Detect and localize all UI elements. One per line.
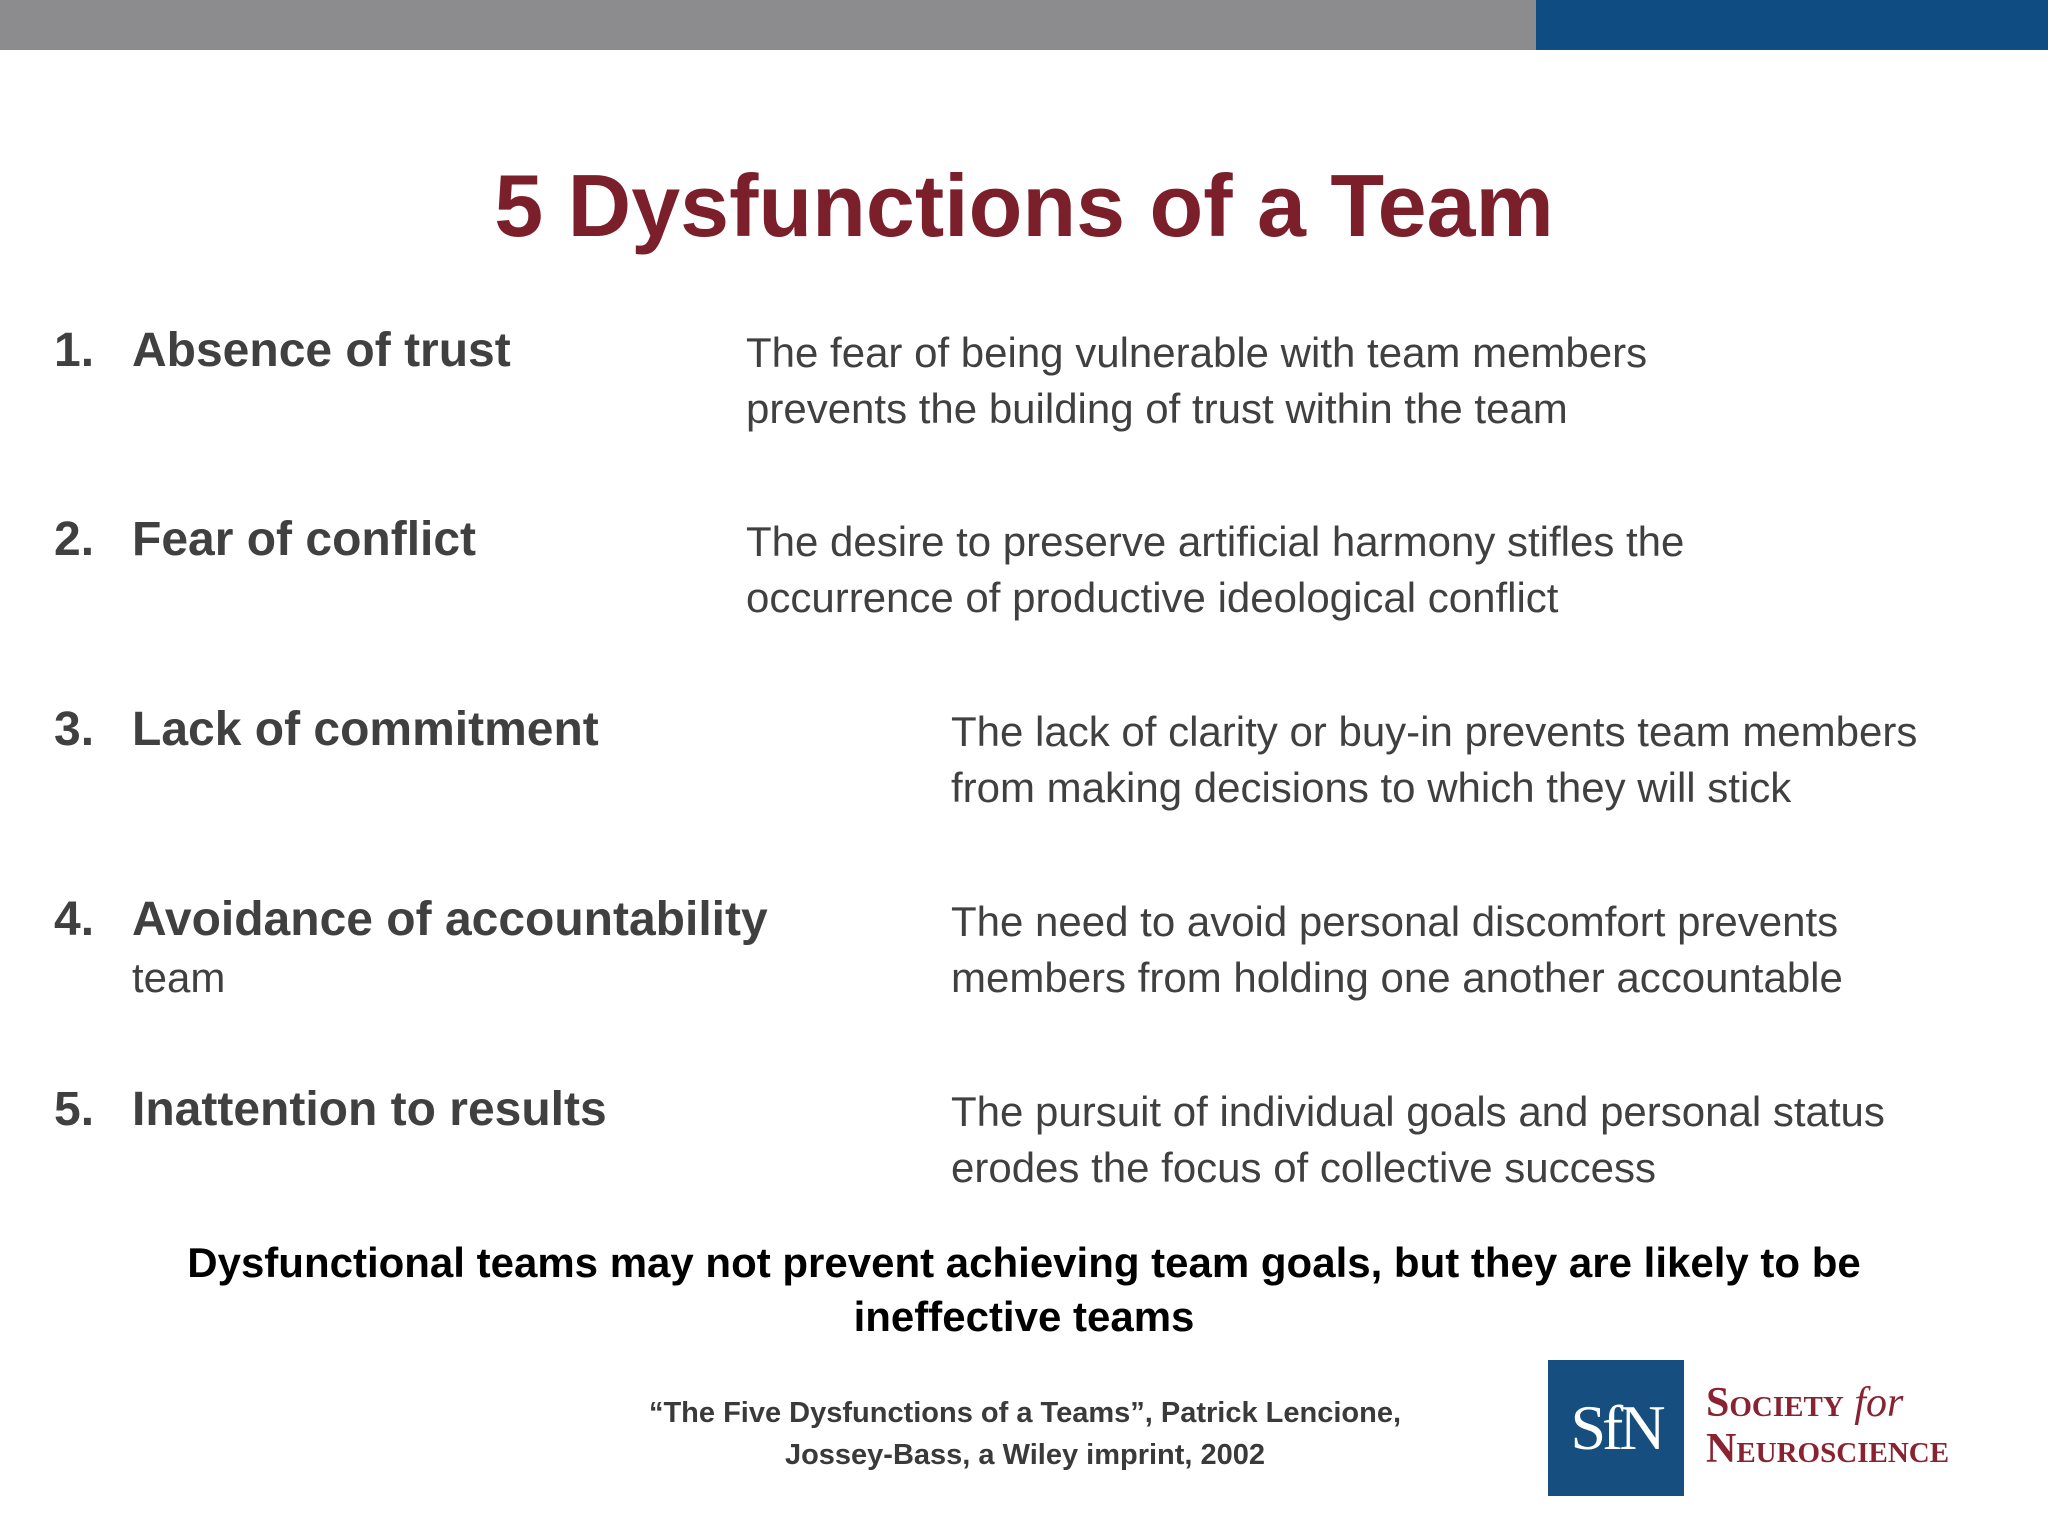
logo-mark [1548, 1360, 1684, 1496]
citation [560, 1392, 1490, 1476]
item-description-line: The lack of clarity or buy-in prevents team members [951, 708, 1918, 755]
item-label: Fear of conflict [132, 513, 477, 566]
citation-line: Jossey-Bass, a Wiley imprint, 2002 [784, 1439, 1266, 1471]
header-bar-blue [1536, 0, 2048, 50]
item-description-line: The pursuit of individual goals and personal status [951, 1088, 1885, 1135]
item-label: Avoidance of accountability [132, 893, 768, 946]
item-description-line: prevents the building of trust within the team [746, 385, 1568, 432]
logo-line-2: Neuroscience [1706, 1426, 1950, 1472]
item-number: 3. [54, 703, 95, 756]
slide-title: 5 Dysfunctions of a Team [494, 156, 1554, 255]
item-label: Absence of trust [132, 324, 511, 377]
item-number: 4. [54, 893, 95, 946]
conclusion [0, 1236, 2048, 1344]
sfn-logo [1548, 1360, 2008, 1496]
logo-mark-text: SfN [1570, 1392, 1662, 1463]
item-number: 5. [54, 1083, 95, 1136]
item-sublabel: team [132, 954, 226, 1001]
item-label: Inattention to results [132, 1083, 607, 1136]
item-description-line: erodes the focus of collective success [951, 1144, 1657, 1191]
item-description-line: from making decisions to which they will stick [951, 764, 1792, 811]
header-bar-gray [0, 0, 1536, 50]
item-label: Lack of commitment [132, 703, 599, 756]
logo-society: Society [1706, 1380, 1844, 1426]
item-description-line: occurrence of productive ideological conflict [746, 574, 1559, 621]
conclusion-line: ineffective teams [853, 1293, 1195, 1340]
citation-line: “The Five Dysfunctions of a Teams”, Patrick Lencione, [648, 1397, 1402, 1429]
item-number: 1. [54, 324, 95, 377]
logo-for: for [1854, 1380, 1904, 1426]
item-description-line: The need to avoid personal discomfort prevents [951, 898, 1839, 945]
item-description-line: The desire to preserve artificial harmony stifles the [746, 518, 1685, 565]
item-description-line: members from holding one another accountable [951, 954, 1843, 1001]
logo-line-1 [1706, 1380, 1903, 1426]
item-number: 2. [54, 513, 95, 566]
conclusion-line: Dysfunctional teams may not prevent achieving team goals, but they are likely to be [187, 1239, 1861, 1286]
item-description-line: The fear of being vulnerable with team members [746, 329, 1648, 376]
